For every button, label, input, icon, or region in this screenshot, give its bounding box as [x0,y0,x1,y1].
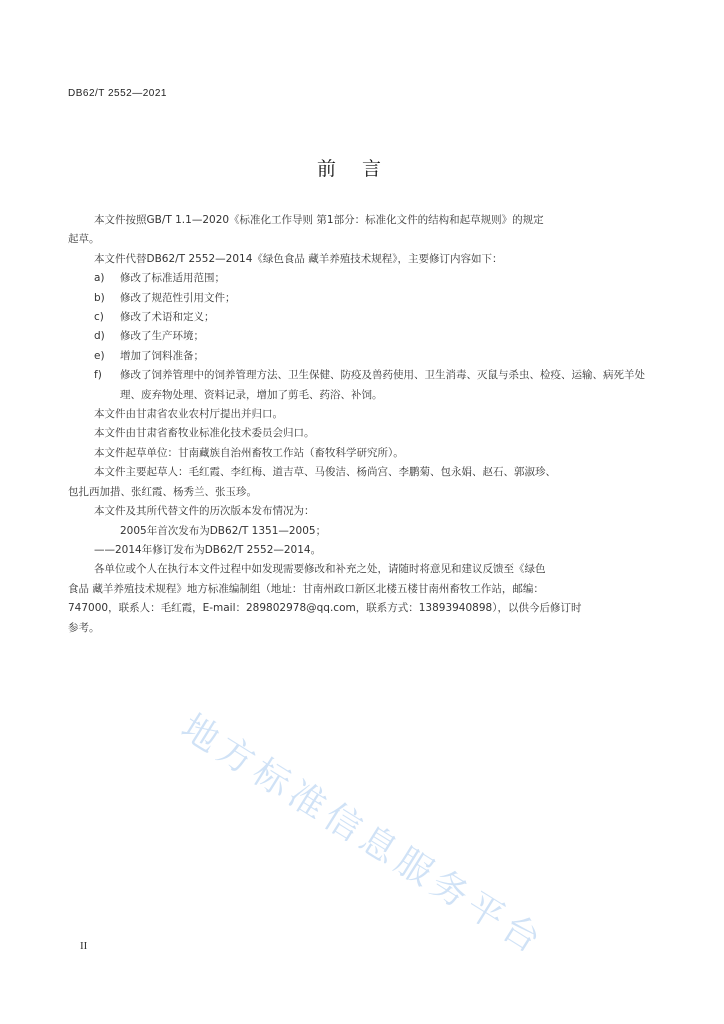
list-item-text: 修改了术语和定义； [120,311,215,324]
list-marker: c) [94,311,104,324]
page-number: II [80,940,88,952]
list-item [94,366,654,405]
watermark: 地方标准信息服务平台 [174,706,552,965]
edition-2005: 2005年首次发布为DB62/T 1351—2005； [120,524,327,537]
document-code: DB62/T 2552—2021 [68,88,167,99]
paragraph-6: 本文件主要起草人：毛红霞、李红梅、道吉草、马俊洁、杨尚宫、李鹏菊、包永娟、赵石、郭淑珍、 [94,466,556,479]
list-item [94,327,654,346]
list-marker: d) [94,330,105,343]
edition-2014: ——2014年修订发布为DB62/T 2552—2014。 [94,543,322,556]
paragraph-8-line-4: 参考。 [68,621,100,634]
list-item [94,289,654,308]
list-item [94,347,654,366]
list-item [94,308,654,327]
list-item-text: 修改了饲养管理中的饲养管理方法、卫生保健、防疫及兽药使用、卫生消毒、灭鼠与杀虫、检疫、运输、病死羊处理、废弃物处理、资料记录，增加了剪毛、药浴、补饲。 [120,369,645,401]
paragraph-4: 本文件由甘肃省畜牧业标准化技术委员会归口。 [94,427,315,440]
paragraph-1-cont: 起草。 [68,233,100,246]
document-body [68,211,654,638]
paragraph-3: 本文件由甘肃省农业农村厅提出并归口。 [94,408,283,421]
list-marker: a) [94,272,105,285]
page-title: 前言 [316,158,407,180]
list-item-text: 修改了标准适用范围； [120,272,225,285]
list-marker: e) [94,349,105,362]
list-marker: f) [94,369,102,382]
paragraph-8-line-2: 食品 藏羊养殖技术规程》地方标准编制组（地址：甘南州政口新区北楼五楼甘南州畜牧工作站，邮编： [68,582,544,595]
paragraph-6-cont: 包扎西加措、张红霞、杨秀兰、张玉珍。 [68,485,257,498]
paragraph-8-line-3: 747000，联系人：毛红霞，E-mail：289802978@qq.com，联系方式：13893940898），以供今后修订时 [68,602,582,615]
paragraph-8: 各单位或个人在执行本文件过程中如发现需要修改和补充之处，请随时将意见和建议反馈至《绿色 [94,563,546,576]
list-item [94,269,654,288]
list-item-text: 修改了规范性引用文件； [120,291,236,304]
list-marker: b) [94,291,105,304]
paragraph-5: 本文件起草单位：甘南藏族自治州畜牧工作站（畜牧科学研究所）。 [94,446,404,459]
list-item-text: 增加了饲料准备； [120,349,204,362]
paragraph-2: 本文件代替DB62/T 2552—2014《绿色食品 藏羊养殖技术规程》，主要修订内容如下： [94,252,503,265]
paragraph-7: 本文件及其所代替文件的历次版本发布情况为： [94,505,315,518]
list-item-text: 修改了生产环境； [120,330,204,343]
paragraph-1: 本文件按照GB/T 1.1—2020《标准化工作导则 第1部分：标准化文件的结构和起草规则》的规定 [94,214,544,226]
